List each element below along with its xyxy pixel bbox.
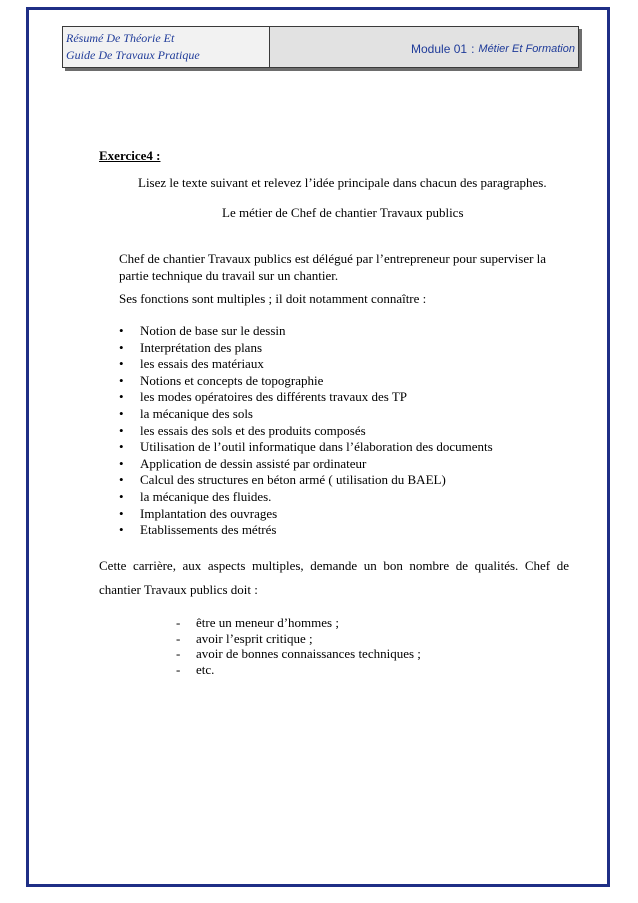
paragraph-functions: Ses fonctions sont multiples ; il doit notamment connaître : xyxy=(119,291,427,306)
bullet-icon: • xyxy=(119,405,124,421)
bullet-icon: • xyxy=(119,372,124,388)
bullet-icon: • xyxy=(119,488,124,504)
bullet-icon: • xyxy=(119,356,124,372)
header-title-line1: Résumé De Théorie Et xyxy=(66,31,175,45)
list-item: • la mécanique des fluides. xyxy=(119,488,272,504)
skills-list xyxy=(119,323,493,539)
list-item: • la mécanique des sols xyxy=(119,405,253,421)
header-module xyxy=(270,27,578,67)
bullet-icon: • xyxy=(119,389,124,405)
dash-icon: - xyxy=(176,646,181,661)
text-subtitle: Le métier de Chef de chantier Travaux publics xyxy=(222,205,464,220)
list-item: • les essais des sols et des produits composés xyxy=(119,422,366,438)
dash-icon: - xyxy=(176,630,181,646)
bullet-icon: • xyxy=(119,323,124,338)
bullet-icon: • xyxy=(119,472,124,488)
list-item: • les modes opératoires des différents travaux des TP xyxy=(119,389,408,405)
header-title-line2: Guide De Travaux Pratique xyxy=(66,48,200,62)
list-item: - être un meneur d’hommes ; xyxy=(176,615,339,630)
list-item: • Implantation des ouvrages xyxy=(119,505,278,521)
list-item: • Notions et concepts de topographie xyxy=(119,372,324,388)
exercise-title: Exercice4 : xyxy=(99,148,161,163)
module-separator: : xyxy=(471,41,475,56)
list-item: • Application de dessin assisté par ordinateur xyxy=(119,455,367,471)
list-item: • Utilisation de l’outil informatique dans l’élaboration des documents xyxy=(119,439,493,455)
list-item: • Calcul des structures en béton armé ( utilisation du BAEL) xyxy=(119,472,446,488)
page-header xyxy=(62,26,579,68)
bullet-icon: • xyxy=(119,455,124,471)
qualities-list xyxy=(176,615,421,677)
list-item: - avoir l’esprit critique ; xyxy=(176,630,313,646)
header-document-title xyxy=(63,27,270,67)
dash-icon: - xyxy=(176,615,181,630)
list-item: • Etablissements des métrés xyxy=(119,522,277,538)
module-title: Métier Et Formation xyxy=(478,42,575,55)
paragraph-career: Cette carrière, aux aspects multiples, demande un bon nombre de qualités. Chef de chantier Travaux publics doit : xyxy=(99,558,569,597)
module-number: Module 01 xyxy=(411,41,468,56)
bullet-icon: • xyxy=(119,522,124,538)
bullet-icon: • xyxy=(119,422,124,438)
list-item: • Notion de base sur le dessin xyxy=(119,323,286,338)
list-item: • les essais des matériaux xyxy=(119,356,264,372)
exercise-instruction: Lisez le texte suivant et relevez l’idée principale dans chacun des paragraphes. xyxy=(138,175,547,190)
list-item: - etc. xyxy=(176,661,215,677)
bullet-icon: • xyxy=(119,339,124,355)
bullet-icon: • xyxy=(119,505,124,521)
list-item: • Interprétation des plans xyxy=(119,339,263,355)
paragraph-intro: Chef de chantier Travaux publics est délégué par l’entrepreneur pour superviser la partie technique du travail sur un chantier. xyxy=(119,251,547,283)
list-item: - avoir de bonnes connaissances techniques ; xyxy=(176,646,421,661)
bullet-icon: • xyxy=(119,439,124,455)
dash-icon: - xyxy=(176,661,181,677)
